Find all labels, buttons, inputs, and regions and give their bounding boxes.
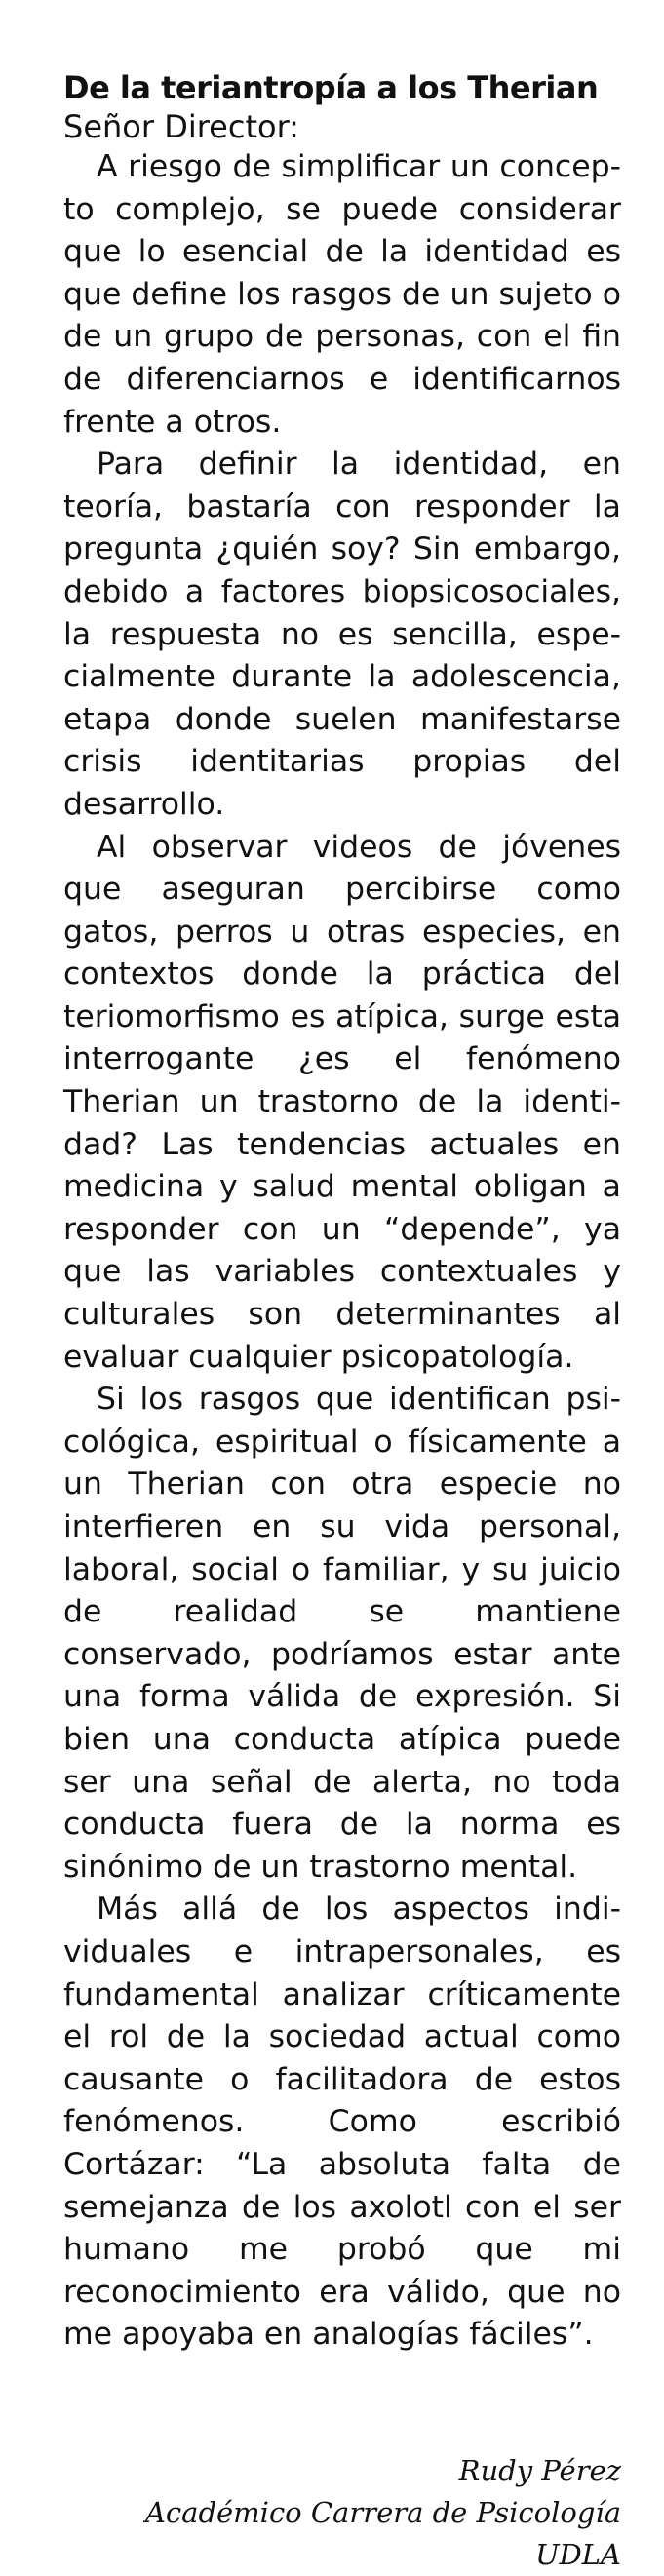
salutation: Señor Director: xyxy=(63,108,299,145)
paragraph-4: Si los rasgos que identifican psicológica, espiritual o físicamente a un Therian con otra especie no interfieren en su vida personal, laboral, social o familiar, y su juicio de realidad se mantiene conservado, podríamos estar ante una forma válida de expresión. Si bien una conducta atípica puede ser una señal de alerta, no toda conducta fuera de la norma es sinónimo de un trastorno mental. xyxy=(63,1382,621,1885)
author-role: Académico Carrera de Psicología xyxy=(144,2495,621,2529)
paragraph-2: Para definir la identidad, en teoría, bastaría con responder la pregunta ¿quién soy? Sin embargo, debido a factores biopsicosociales, la respuesta no es sencilla, especialmente durante la adolescencia, etapa donde suelen manifestarse crisis identitarias propias del desarrollo. xyxy=(63,447,621,822)
paragraph-1: A riesgo de simplificar un concepto complejo, se puede considerar que lo esencial de la identidad es que define los rasgos de un sujeto o de un grupo de personas, con el fin de diferenciarnos e identificarnos frente a otros. xyxy=(63,149,621,440)
paragraph-5: Más allá de los aspectos individuales e intrapersonales, es fundamental analizar críticamente el rol de la sociedad actual como causante o facilitadora de estos fenómenos. Como escribió Cortázar: “La absoluta falta de semejanza de los axolotl con el ser humano me probó que mi reconocimiento era válido, que no me apoyaba en analogías fáciles”. xyxy=(63,1892,621,2353)
author-name: Rudy Pérez xyxy=(458,2453,621,2487)
letter-title: De la teriantropía a los Therian xyxy=(63,69,599,106)
signature-block xyxy=(63,2450,621,2576)
letter-to-editor xyxy=(63,68,621,2576)
author-institution: UDLA xyxy=(535,2537,621,2571)
paragraph-3: Al observar videos de jóvenes que aseguran percibirse como gatos, perros u otras especies, en contextos donde la práctica del teriomorfismo es atípica, surge esta interrogante ¿es el fenómeno Therian un trastorno de la identidad? Las tendencias actuales en medicina y salud mental obligan a responder con un “depende”, ya que las variables contextuales y culturales son determinantes al evaluar cualquier psicopatología. xyxy=(63,829,621,1375)
